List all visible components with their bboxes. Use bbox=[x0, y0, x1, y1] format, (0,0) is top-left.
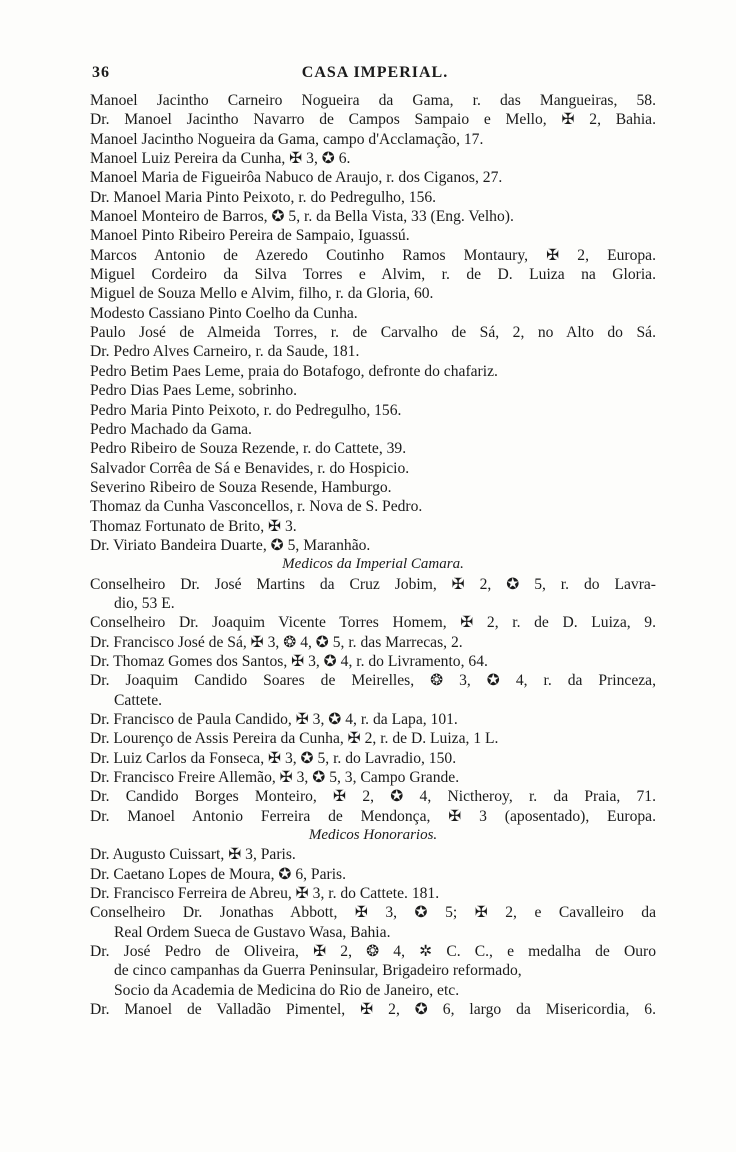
text-line: de cinco campanhas da Guerra Peninsular, Brigadeiro reformado, bbox=[114, 962, 522, 980]
text-line: Dr. Manoel Jacintho Navarro de Campos Sampaio e Mello, ✠ 2, Bahia. bbox=[90, 111, 656, 129]
text-line: Dr. Francisco Ferreira de Abreu, ✠ 3, r. do Cattete. 181. bbox=[90, 885, 440, 903]
text-line: Manoel Jacintho Carneiro Nogueira da Gama, r. das Mangueiras, 58. bbox=[90, 92, 656, 109]
page-header bbox=[92, 64, 658, 86]
section-heading: Medicos da Imperial Camara. bbox=[282, 556, 464, 573]
text-line: Dr. Caetano Lopes de Moura, ✪ 6, Paris. bbox=[90, 865, 347, 883]
text-line: Manoel Monteiro de Barros, ✪ 5, r. da Bella Vista, 33 (Eng. Velho). bbox=[90, 208, 514, 226]
text-line: Thomaz da Cunha Vasconcellos, r. Nova de S. Pedro. bbox=[90, 498, 423, 516]
text-line: Real Ordem Sueca de Gustavo Wasa, Bahia. bbox=[114, 923, 391, 941]
text-line: Dr. Candido Borges Monteiro, ✠ 2, ✪ 4, Nictheroy, r. da Praia, 71. bbox=[90, 788, 656, 806]
text-line: Manoel Jacintho Nogueira da Gama, campo d'Acclamação, 17. bbox=[90, 130, 484, 148]
text-line: Dr. José Pedro de Oliveira, ✠ 2, ❂ 4, ✲ C. C., e medalha de Ouro bbox=[90, 943, 656, 961]
text-line: dio, 53 E. bbox=[114, 594, 175, 612]
text-line: Pedro Ribeiro de Souza Rezende, r. do Cattete, 39. bbox=[90, 440, 407, 458]
text-line: Marcos Antonio de Azeredo Coutinho Ramos Montaury, ✠ 2, Europa. bbox=[90, 246, 656, 264]
text-line: Dr. Pedro Alves Carneiro, r. da Saude, 181. bbox=[90, 343, 360, 361]
text-line: Salvador Corrêa de Sá e Benavides, r. do Hospicio. bbox=[90, 459, 410, 477]
text-line: Dr. Joaquim Candido Soares de Meirelles, ❂ 3, ✪ 4, r. da Princeza, bbox=[90, 672, 656, 690]
text-line: Socio da Academia de Medicina do Rio de Janeiro, etc. bbox=[114, 981, 460, 999]
text-line: Paulo José de Almeida Torres, r. de Carvalho de Sá, 2, no Alto do Sá. bbox=[90, 324, 656, 342]
text-line: Dr. Luiz Carlos da Fonseca, ✠ 3, ✪ 5, r. do Lavradio, 150. bbox=[90, 749, 457, 767]
running-title: CASA IMPERIAL. bbox=[301, 64, 449, 81]
text-body bbox=[90, 91, 656, 1020]
text-line: Pedro Dias Paes Leme, sobrinho. bbox=[90, 382, 298, 400]
text-line: Cattete. bbox=[114, 691, 163, 709]
text-line: Dr. Lourenço de Assis Pereira da Cunha, ✠ 2, r. de D. Luiza, 1 L. bbox=[90, 730, 499, 748]
text-line: Modesto Cassiano Pinto Coelho da Cunha. bbox=[90, 304, 358, 322]
text-line: Thomaz Fortunato de Brito, ✠ 3. bbox=[90, 517, 297, 535]
text-line: Pedro Betim Paes Leme, praia do Botafogo, defronte do chafariz. bbox=[90, 362, 498, 380]
text-line: Dr. Thomaz Gomes dos Santos, ✠ 3, ✪ 4, r. do Livramento, 64. bbox=[90, 652, 488, 670]
text-line: Manoel Maria de Figueirôa Nabuco de Araujo, r. dos Ciganos, 27. bbox=[90, 169, 503, 187]
text-line: Conselheiro Dr. José Martins da Cruz Jobim, ✠ 2, ✪ 5, r. do Lavra- bbox=[90, 575, 656, 593]
page-number: 36 bbox=[92, 64, 110, 81]
text-line: Dr. Manoel de Valladão Pimentel, ✠ 2, ✪ 6, largo da Misericordia, 6. bbox=[90, 1001, 656, 1019]
text-line: Dr. Francisco Freire Allemão, ✠ 3, ✪ 5, 3, Campo Grande. bbox=[90, 769, 460, 787]
text-line: Conselheiro Dr. Jonathas Abbott, ✠ 3, ✪ 5; ✠ 2, e Cavalleiro da bbox=[90, 904, 656, 922]
text-line: Miguel Cordeiro da Silva Torres e Alvim, r. de D. Luiza na Gloria. bbox=[90, 266, 656, 284]
text-line: Dr. Augusto Cuissart, ✠ 3, Paris. bbox=[90, 846, 296, 864]
text-line: Manoel Luiz Pereira da Cunha, ✠ 3, ✪ 6. bbox=[90, 150, 351, 168]
text-line: Pedro Maria Pinto Peixoto, r. do Pedregulho, 156. bbox=[90, 401, 402, 419]
text-line: Dr. Viriato Bandeira Duarte, ✪ 5, Maranhão. bbox=[90, 536, 371, 554]
text-line: Severino Ribeiro de Souza Resende, Hamburgo. bbox=[90, 478, 392, 496]
text-line: Dr. Manoel Antonio Ferreira de Mendonça, ✠ 3 (aposentado), Europa. bbox=[90, 807, 656, 825]
text-line: Manoel Pinto Ribeiro Pereira de Sampaio, Iguassú. bbox=[90, 227, 410, 245]
text-line: Miguel de Souza Mello e Alvim, filho, r. da Gloria, 60. bbox=[90, 285, 434, 303]
text-line: Pedro Machado da Gama. bbox=[90, 420, 252, 438]
text-line: Dr. Francisco José de Sá, ✠ 3, ❂ 4, ✪ 5, r. das Marrecas, 2. bbox=[90, 633, 463, 651]
text-line: Dr. Francisco de Paula Candido, ✠ 3, ✪ 4, r. da Lapa, 101. bbox=[90, 711, 458, 728]
text-line: Dr. Manoel Maria Pinto Peixoto, r. do Pedregulho, 156. bbox=[90, 188, 437, 206]
text-line: Conselheiro Dr. Joaquim Vicente Torres Homem, ✠ 2, r. de D. Luiza, 9. bbox=[90, 614, 656, 632]
section-heading: Medicos Honorarios. bbox=[308, 827, 438, 844]
